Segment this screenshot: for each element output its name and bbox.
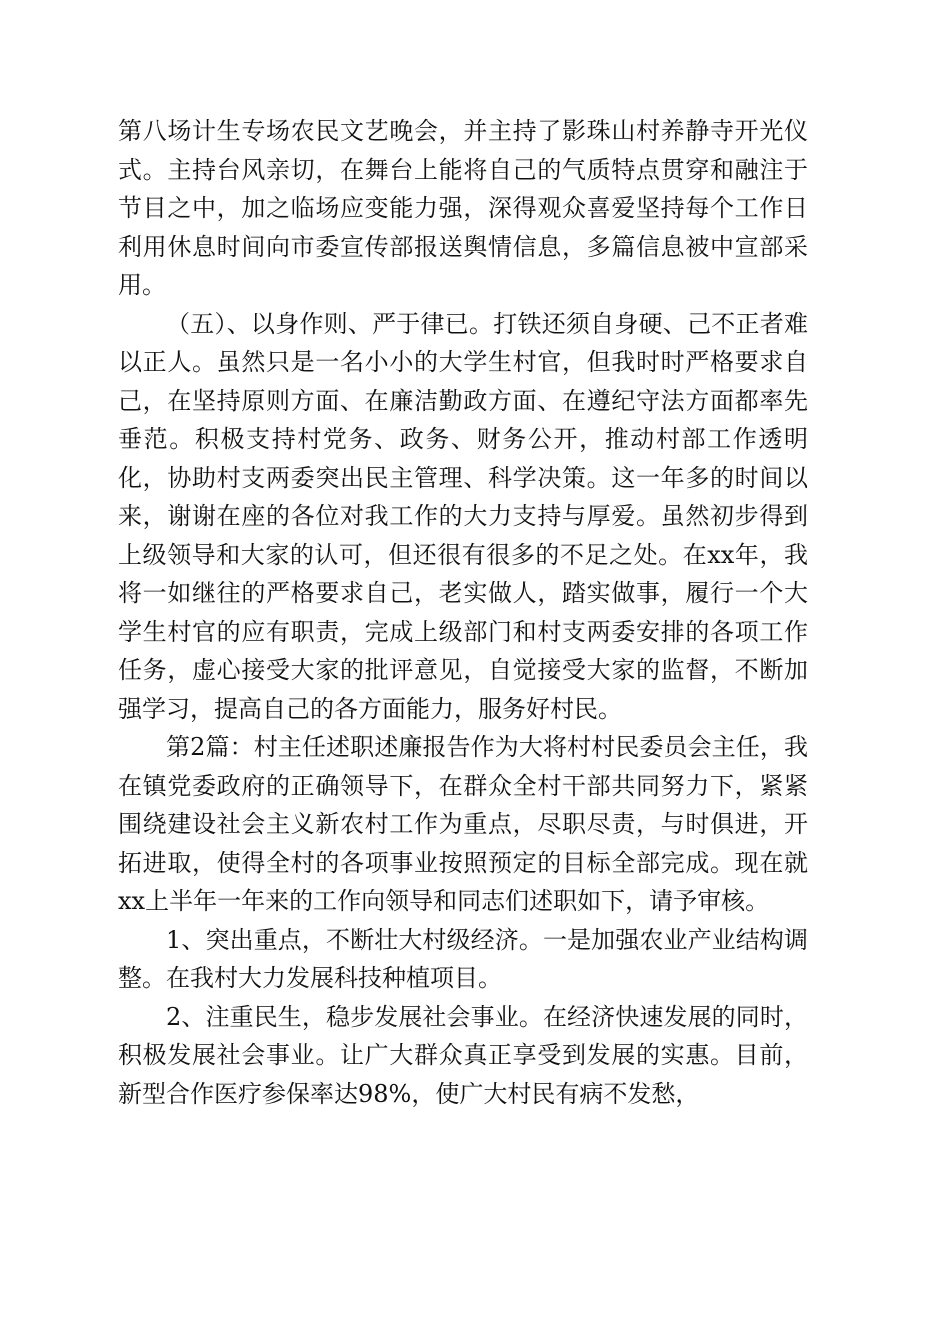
paragraph-item-2: 2、注重民生，稳步发展社会事业。在经济快速发展的同时，积极发展社会事业。让广大群众真正享受到发展的实惠。目前，新型合作医疗参保率达98%，使广大村民有病不发愁，: [118, 1002, 808, 1108]
document-page: [118, 112, 808, 1113]
paragraph-item-1: 1、突出重点，不断壮大村级经济。一是加强农业产业结构调整。在我村大力发展科技种植项目。: [118, 925, 808, 992]
paragraph-report-intro: 第2篇：村主任述职述廉报告作为大将村村民委员会主任，我在镇党委政府的正确领导下，在群众全村干部共同努力下，紧紧围绕建设社会主义新农村工作为重点，尽职尽责，与时俱进，开拓进取，使得全村的各项事业按照预定的目标全部完成。现在就xx上半年一年来的工作向领导和同志们述职如下，请予审核。: [118, 733, 808, 915]
paragraph-self-discipline: （五）、以身作则、严于律已。打铁还须自身硬、己不正者难以正人。虽然只是一名小小的大学生村官，但我时时严格要求自己，在坚持原则方面、在廉洁勤政方面、在遵纪守法方面都率先垂范。积极支持村党务、政务、财务公开，推动村部工作透明化，协助村支两委突出民主管理、科学决策。这一年多的时间以来，谢谢在座的各位对我工作的大力支持与厚爱。虽然初步得到上级领导和大家的认可，但还很有很多的不足之处。在xx年，我将一如继往的严格要求自己，老实做人，踏实做事，履行一个大学生村官的应有职责，完成上级部门和村支两委安排的各项工作任务，虚心接受大家的批评意见，自觉接受大家的监督，不断加强学习，提高自己的各方面能力，服务好村民。: [118, 309, 808, 723]
paragraph-continuation: 第八场计生专场农民文艺晚会，并主持了影珠山村养静寺开光仪式。主持台风亲切，在舞台上能将自己的气质特点贯穿和融注于节目之中，加之临场应变能力强，深得观众喜爱坚持每个工作日利用休息时间向市委宣传部报送舆情信息，多篇信息被中宣部采用。: [118, 117, 808, 299]
